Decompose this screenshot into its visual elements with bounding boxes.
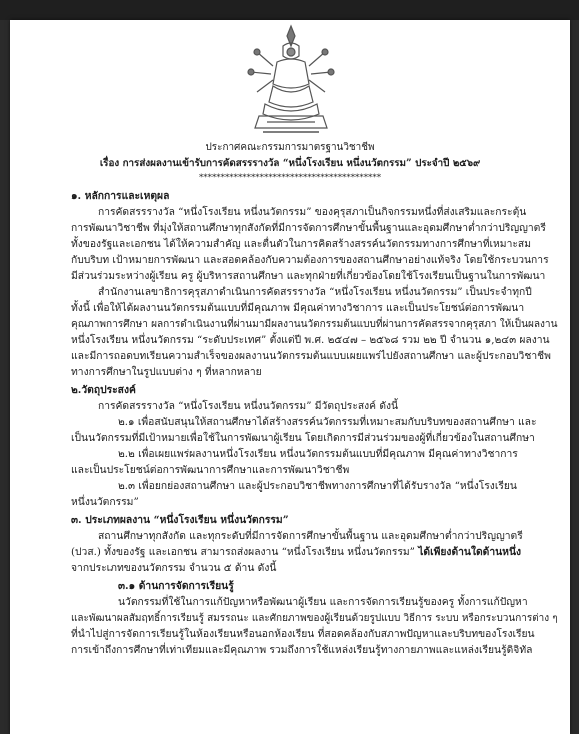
s3-1-line: การเข้าถึงการศึกษาที่เท่าเทียมและมีคุณภาพ รวมถึงการใช้แหล่งเรียนรู้ทางกายภาพและแหล่งเรียนรู้ดิจิทัล	[71, 644, 533, 656]
s3-1-line: นวัตกรรมที่ใช้ในการแก้ปัญหาหรือพัฒนาผู้เรียน และการจัดการเรียนรู้ของครู ทั้งการแก้ปัญหา	[118, 596, 528, 608]
section-2-heading: ๒.วัตถุประสงค์	[71, 384, 136, 396]
s2-1-line: ๒.๑ เพื่อสนับสนุนให้สถานศึกษาได้สร้างสรรค์นวัตกรรมที่เหมาะสมกับบริบทของสถานศึกษา และ	[118, 416, 537, 428]
s1-p2-line: ทั้งนี้ เพื่อให้ได้ผลงานนวัตกรรมต้นแบบที่มีคุณภาพ มีคุณค่าทางวิชาการ และเป็นประโยชน์ต่อการพัฒนา	[71, 302, 525, 314]
s2-2-line: และเป็นประโยชน์ต่อการพัฒนาการศึกษาและการพัฒนาวิชาชีพ	[71, 464, 350, 476]
s1-p2-line: และมีการถอดบทเรียนความสำเร็จของผลงานนวัตกรรมต้นแบบเผยแพร่ไปยังสถานศึกษา และผู้ประกอบวิชาชีพ	[71, 350, 551, 362]
s1-p1-line: กับบริบท เป้าหมายการพัฒนา และสอดคล้องกับความต้องการของสถานศึกษาอย่างแท้จริง โดยใช้กระบวนการ	[71, 254, 549, 266]
s3-p1-text: (ปวส.) ทั้งของรัฐ และเอกชน สามารถส่งผลงาน “หนึ่งโรงเรียน หนึ่งนวัตกรรม”	[71, 546, 419, 558]
s1-p2-line: ทางการศึกษาในรูปแบบต่าง ๆ ที่หลากหลาย	[71, 366, 262, 378]
section-1-heading: ๑. หลักการและเหตุผล	[71, 190, 170, 202]
section-3-heading: ๓. ประเภทผลงาน “หนึ่งโรงเรียน หนึ่งนวัตกรรม”	[71, 514, 289, 526]
s2-1-line: เป็นนวัตกรรมที่มีเป้าหมายเพื่อใช้ในการพัฒนาผู้เรียน โดยเกิดการมีส่วนร่วมของผู้ที่เกี่ยวข้องในสถานศึกษา	[71, 432, 535, 444]
separator-line: ******************************************	[198, 173, 382, 183]
s2-2-line: ๒.๒ เพื่อเผยแพร่ผลงานหนึ่งโรงเรียน หนึ่งนวัตกรรมต้นแบบที่มีคุณภาพ มีคุณค่าทางวิชาการ	[118, 448, 518, 460]
s2-3-line: หนึ่งนวัตกรรม”	[71, 496, 139, 508]
s1-p2-line: หนึ่งโรงเรียน หนึ่งนวัตกรรม “ระดับประเทศ” ตั้งแต่ปี พ.ศ. ๒๕๔๗ – ๒๕๖๘ รวม ๒๒ ปี จำนวน ๑,๒๔๓ ผลงาน	[71, 334, 550, 346]
viewer-top-bar	[0, 0, 579, 20]
s3-1-line: และพัฒนาผลสัมฤทธิ์การเรียนรู้ สมรรถนะ และศักยภาพของผู้เรียนด้วยรูปแบบ วิธีการ ระบบ หรือกระบวนการต่าง ๆ	[71, 613, 558, 624]
s3-p1-line: จากประเภทของนวัตกรรม จำนวน ๕ ด้าน ดังนี้	[71, 562, 277, 574]
s2-3-line: ๒.๓ เพื่อยกย่องสถานศึกษา และผู้ประกอบวิชาชีพทางการศึกษาที่ได้รับรางวัล “หนึ่งโรงเรียน	[118, 480, 517, 492]
header-subject: เรื่อง การส่งผลงานเข้ารับการคัดสรรรางวัล “หนึ่งโรงเรียน หนึ่งนวัตกรรม” ประจำปี ๒๕๖๙	[99, 158, 481, 169]
s1-p1-line: การคัดสรรรางวัล “หนึ่งโรงเรียน หนึ่งนวัตกรรม” ของคุรุสภาเป็นกิจกรรมหนึ่งที่ส่งเสริมและกระตุ้น	[98, 206, 527, 218]
document-page	[10, 20, 570, 734]
s1-p1-line: ทั้งของรัฐและเอกชน ได้ให้ความสำคัญ และตื่นตัวในการคิดสร้างสรรค์นวัตกรรมทางการศึกษาที่เหมาะสม	[71, 238, 531, 250]
s1-p2-line: สำนักงานเลขาธิการคุรุสภาดำเนินการคัดสรรรางวัล “หนึ่งโรงเรียน หนึ่งนวัตกรรม” เป็นประจำทุกปี	[98, 286, 532, 298]
s1-p1-line: การพัฒนาวิชาชีพ ที่มุ่งให้สถานศึกษาทุกสังกัดที่มีการจัดการศึกษาขั้นพื้นฐานและอุดมศึกษาต่ำกว่าปริญญาตรี	[71, 222, 546, 234]
s3-p1-line	[71, 546, 521, 559]
section-3-1-heading: ๓.๑ ด้านการจัดการเรียนรู้	[118, 580, 234, 592]
header-title: ประกาศคณะกรรมการมาตรฐานวิชาชีพ	[205, 142, 375, 153]
s2-intro: การคัดสรรรางวัล “หนึ่งโรงเรียน หนึ่งนวัตกรรม” มีวัตถุประสงค์ ดังนี้	[98, 400, 399, 412]
s1-p2-line: คุณภาพการศึกษา ผลการดำเนินงานที่ผ่านมามีผลงานนวัตกรรมต้นแบบที่ผ่านการคัดสรรจากคุรุสภา ให้เป็นผลงาน	[71, 319, 558, 330]
s3-1-line: ที่นำไปสู่การจัดการเรียนรู้ในห้องเรียนหรือนอกห้องเรียน ที่สอดคล้องกับสภาพปัญหาและบริบทของโรงเรียน	[71, 628, 535, 640]
s3-p1-line: สถานศึกษาทุกสังกัด และทุกระดับที่มีการจัดการศึกษาขั้นพื้นฐาน และอุดมศึกษาต่ำกว่าปริญญาตรี	[98, 530, 523, 542]
deity-seal-emblem-icon	[243, 22, 339, 137]
s3-p1-emphasis: ได้เพียงด้านใดด้านหนึ่ง	[418, 546, 522, 558]
s1-p1-line: มีส่วนร่วมระหว่างผู้เรียน ครู ผู้บริหารสถานศึกษา และทุกฝ่ายที่เกี่ยวข้องโดยใช้โรงเรียนเป็นฐานในการพัฒนา	[71, 270, 546, 282]
